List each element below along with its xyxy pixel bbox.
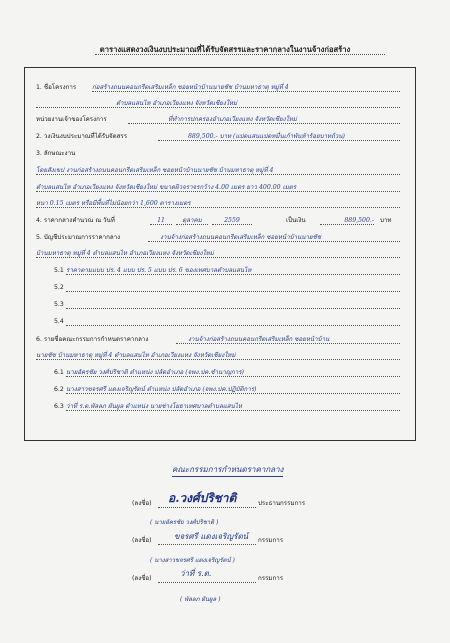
item1-owner-label: หน่วยงานเจ้าของโครงการ <box>36 116 107 123</box>
name3: ( พัลลภ ผันผูล ) <box>180 596 221 603</box>
item1-project-location: ตำบลแสนไห อำเภอเวียงแหง จังหวัดเชียงใหม่ <box>36 100 400 108</box>
item5-sub4-label: 5.4 <box>54 318 64 325</box>
sign3-label: (ลงชื่อ) <box>132 575 152 582</box>
item6-member3: ว่าที่ ร.ต.พัลลภ ผันผูล ตำแหน่ง นายช่างโยธาเทศบาลตำบลแสนไห <box>66 403 400 411</box>
item5-sub4-blank <box>66 318 400 326</box>
item4-unit: บาท <box>380 217 392 224</box>
item4-day: 11 <box>150 217 172 225</box>
item6-member2: นางสาวขจรศรี แดงเจริญรัตน์ ตำแหน่ง ปลัดอำเภอ (จพง.ปค.ปฏิบัติการ) <box>66 386 400 394</box>
role3: กรรมการ <box>258 575 284 582</box>
signature-1: อ.วงศ์ปริชาติ <box>168 491 237 505</box>
item6-line2: นายชัช บ้านมหาธาตุ หมู่ที่ 4 ตำบลแสนไห อำเภอเวียงแหง จังหวัดเชียงใหม่ <box>36 352 400 360</box>
item5-sub1-value: ราคาตามแบบ ปร. 4 แบบ ปร. 5 แบบ ปร. 6 ของเทศบาลตำบลแสนไห <box>66 267 400 275</box>
item4-amount-label: เป็นเงิน <box>286 217 306 224</box>
signature-2: ขจรศรี แดงเจริญรัตน์ <box>174 532 249 541</box>
name1: ( นายอัครชัย วงศ์ปริชาติ ) <box>150 519 219 526</box>
role2: กรรมการ <box>258 537 284 544</box>
item3-label: 3. ลักษณะงาน <box>36 150 76 157</box>
item1-owner-value: ที่ทำการปกครองอำเภอเวียงแหง จังหวัดเชียงใหม่ <box>128 116 400 124</box>
sign2-label: (ลงชื่อ) <box>132 537 152 544</box>
signature-3: ว่าที่ ร.ต. <box>180 569 212 578</box>
item1-project-name: ก่อสร้างถนนคอนกรีตเสริมเหล็ก ซอยหน้าบ้านนายชัช บ้านมหาธาตุ หมู่ที่ 4 <box>92 84 400 92</box>
item6-member2-label: 6.2 <box>54 386 64 393</box>
item3-description-line1: โดยสังเขป งานก่อสร้างถนนคอนกรีตเสริมเหล็ก ซอยหน้าบ้านนายชัช บ้านมหาธาตุ หมู่ที่ 4 <box>36 167 400 175</box>
item5-sub1-label: 5.1 <box>54 267 64 274</box>
item5-sub3-label: 5.3 <box>54 301 64 308</box>
item5-line2: บ้านมหาธาตุ หมู่ที่ 4 ตำบลแสนไห อำเภอเวียงแหง จังหวัดเชียงใหม่ <box>36 250 400 258</box>
item6-label: 6. รายชื่อคณะกรรมการกำหนดราคากลาง <box>36 336 149 343</box>
item2-label: 2. วงเงินงบประมาณที่ได้รับจัดสรร <box>36 133 128 140</box>
title-underline <box>95 54 385 55</box>
item4-month: ตุลาคม <box>176 217 208 225</box>
item1-label: 1. ชื่อโครงการ <box>36 84 77 91</box>
item2-budget-value: 889,500.- บาท (แปดแสนแปดหมื่นเก้าพันห้าร้อยบาทถ้วน) <box>158 133 400 141</box>
document-title: ตารางแสดงวงเงินงบประมาณที่ได้รับจัดสรรและราคากลางในงานจ้างก่อสร้าง <box>99 45 351 54</box>
name2: ( นางสาวขจรศรี แดงเจริญรัตน์ ) <box>150 557 235 564</box>
item6-member1-label: 6.1 <box>54 369 64 376</box>
item6-line1: งานจ้างก่อสร้างถนนคอนกรีตเสริมเหล็ก ซอยหน้าบ้าน <box>176 336 400 344</box>
item5-sub2-blank <box>66 284 400 292</box>
item5-sub2-label: 5.2 <box>54 284 64 291</box>
item6-member3-label: 6.3 <box>54 403 64 410</box>
item4-year: 2559 <box>212 217 252 225</box>
role1: ประธานกรรมการ <box>258 500 306 507</box>
item4-label: 4. ราคากลางคำนวณ ณ วันที่ <box>36 217 115 224</box>
item5-line1: งานจ้างก่อสร้างถนนคอนกรีตเสริมเหล็ก ซอยหน้าบ้านนายชัช <box>148 234 400 242</box>
item6-member1: นายอัครชัย วงศ์ปริชาติ ตำแหน่ง ปลัดอำเภอ (จพง.ปค.ชำนาญการ) <box>66 369 400 377</box>
item5-sub3-blank <box>66 301 400 309</box>
item5-label: 5. บัญชีประมาณการราคากลาง <box>36 234 121 241</box>
item3-description-line3: หนา 0.15 เมตร หรือมีพื้นที่ไม่น้อยกว่า 1,600 ตารางเมตร <box>36 200 400 208</box>
sign1-label: (ลงชื่อ) <box>132 500 152 507</box>
item3-description-line2: ตำบลแสนไห อำเภอเวียงแหง จังหวัดเชียงใหม่ ขนาดผิวจราจรกว้าง 4.00 เมตร ยาว 400.00 เมตร <box>36 184 400 192</box>
item4-amount: 889,500.- <box>320 217 374 225</box>
committee-heading: คณะกรรมการกำหนดราคากลาง <box>172 463 283 477</box>
